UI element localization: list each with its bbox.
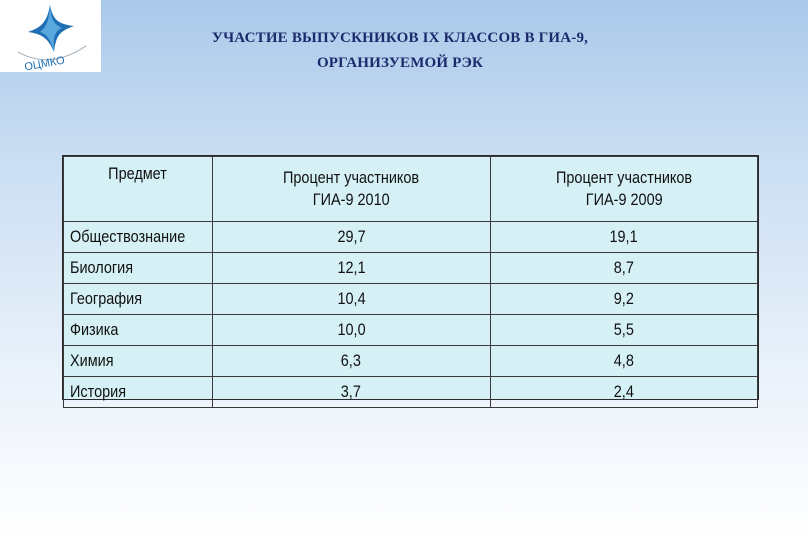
value-2010-cell: 10,4 — [212, 284, 490, 315]
table-row — [64, 315, 758, 346]
subject-cell: Биология — [64, 253, 213, 284]
value-2009-cell: 8,7 — [490, 253, 757, 284]
value-2010-cell: 10,0 — [212, 315, 490, 346]
header-2010 — [212, 157, 490, 222]
logo — [0, 0, 101, 72]
table-row — [64, 222, 758, 253]
page-title — [120, 26, 680, 76]
title-line-1: УЧАСТИЕ ВЫПУСКНИКОВ IX КЛАССОВ В ГИА-9, — [211, 30, 589, 46]
value-2010-cell: 12,1 — [212, 253, 490, 284]
header-2009-line2: ГИА-9 2009 — [585, 190, 663, 209]
subject-cell: Физика — [64, 315, 213, 346]
value-2010-cell: 3,7 — [212, 377, 490, 408]
table-row — [64, 377, 758, 408]
table-row — [64, 284, 758, 315]
header-2010-line1: Процент участников — [283, 168, 420, 187]
subject-cell: Обществознание — [64, 222, 213, 253]
star-logo-icon — [0, 0, 101, 72]
header-2009 — [490, 157, 757, 222]
subject-cell: География — [64, 284, 213, 315]
value-2010-cell: 29,7 — [212, 222, 490, 253]
header-subject — [64, 157, 213, 222]
title-line-2: ОРГАНИЗУЕМОЙ РЭК — [316, 55, 484, 71]
table-row — [64, 253, 758, 284]
table-header-row — [64, 157, 758, 222]
table-row — [64, 346, 758, 377]
header-2009-line1: Процент участников — [555, 168, 692, 187]
value-2010-cell: 6,3 — [212, 346, 490, 377]
results-table — [62, 155, 759, 400]
header-subject-label: Предмет — [108, 164, 168, 183]
value-2009-cell: 9,2 — [490, 284, 757, 315]
value-2009-cell: 5,5 — [490, 315, 757, 346]
subject-cell: Химия — [64, 346, 213, 377]
logo-text: ОЦМКО — [23, 54, 66, 72]
value-2009-cell: 4,8 — [490, 346, 757, 377]
value-2009-cell: 19,1 — [490, 222, 757, 253]
header-2010-line2: ГИА-9 2010 — [312, 190, 390, 209]
value-2009-cell: 2,4 — [490, 377, 757, 408]
subject-cell: История — [64, 377, 213, 408]
